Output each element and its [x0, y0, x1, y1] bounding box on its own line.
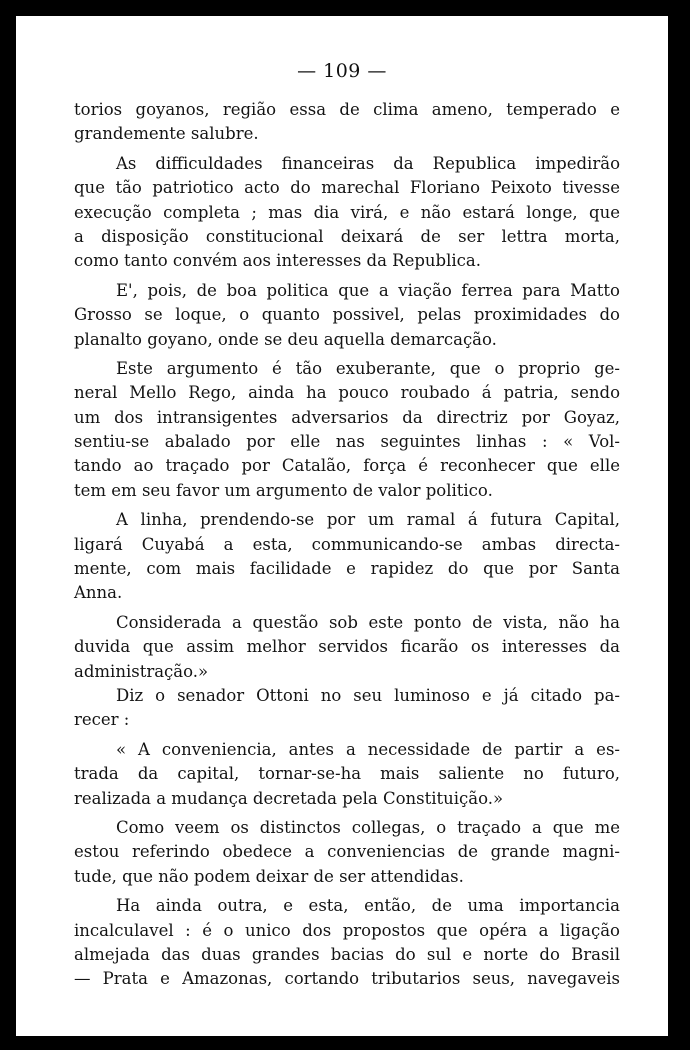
text-line: As difficuldades financeiras da Republica impedirão	[116, 153, 620, 173]
text-line: almejada das duas grandes bacias do sul e norte do Brasil	[74, 944, 620, 964]
text-line: realizada a mudança decretada pela Constituição.»	[74, 788, 504, 808]
text-line: Anna.	[74, 583, 123, 603]
text-line: neral Mello Rego, ainda ha pouco roubado á patria, sendo	[74, 383, 620, 403]
text-line: Diz o senador Ottoni no seu luminoso e já citado pa-	[116, 685, 620, 705]
text-line: a disposição constitucional deixará de ser lettra morta,	[74, 226, 620, 246]
text-line: E', pois, de boa politica que a viação ferrea para Matto	[116, 280, 620, 300]
text-line: duvida que assim melhor servidos ficarão os interesses da	[74, 637, 620, 657]
text-line: incalculavel : é o unico dos propostos que opéra a ligação	[74, 920, 620, 940]
text-line: trada da capital, tornar-se-ha mais saliente no futuro,	[74, 764, 620, 784]
text-line: tude, que não podem deixar de ser attendidas.	[74, 866, 464, 886]
text-line: Como veem os distinctos collegas, o traçado a que me	[116, 817, 620, 837]
text-line: Considerada a questão sob este ponto de vista, não ha	[116, 612, 620, 632]
text-line: como tanto convém aos interesses da Republica.	[74, 251, 481, 271]
text-line: torios goyanos, região essa de clima ameno, temperado e	[74, 100, 620, 119]
text-line: recer :	[74, 710, 130, 730]
text-line: planalto goyano, onde se deu aquella demarcação.	[74, 329, 497, 349]
text-line: — Prata e Amazonas, cortando tributarios seus, navegaveis	[74, 969, 620, 989]
text-line: Grosso se loque, o quanto possivel, pelas proximidades do	[74, 305, 620, 325]
book-page	[16, 16, 668, 1036]
text-line: Este argumento é tão exuberante, que o proprio ge-	[116, 358, 620, 378]
text-line: Ha ainda outra, e esta, então, de uma importancia	[116, 896, 620, 916]
text-line: sentiu-se abalado por elle nas seguintes linhas : « Vol-	[74, 432, 620, 452]
text-line: ligará Cuyabá a esta, communicando-se ambas directa-	[74, 534, 620, 554]
text-line: um dos intransigentes adversarios da directriz por Goyaz,	[74, 407, 620, 427]
text-line: estou referindo obedece a conveniencias de grande magni-	[74, 842, 620, 862]
text-line: mente, com mais facilidade e rapidez do que por Santa	[74, 559, 620, 579]
text-line: A linha, prendendo-se por um ramal á futura Capital,	[116, 510, 620, 530]
text-line: « A conveniencia, antes a necessidade de partir a es-	[116, 739, 620, 759]
text-line: administração.»	[74, 661, 209, 681]
text-line: tando ao traçado por Catalão, força é reconhecer que elle	[74, 456, 620, 476]
page-number: — 109 —	[297, 60, 387, 82]
text-line: grandemente salubre.	[74, 124, 259, 144]
text-line: que tão patriotico acto do marechal Floriano Peixoto tivesse	[74, 178, 620, 198]
text-line: tem em seu favor um argumento de valor politico.	[74, 480, 493, 500]
text-line: execução completa ; mas dia virá, e não estará longe, que	[74, 202, 620, 222]
body-text	[74, 98, 620, 992]
